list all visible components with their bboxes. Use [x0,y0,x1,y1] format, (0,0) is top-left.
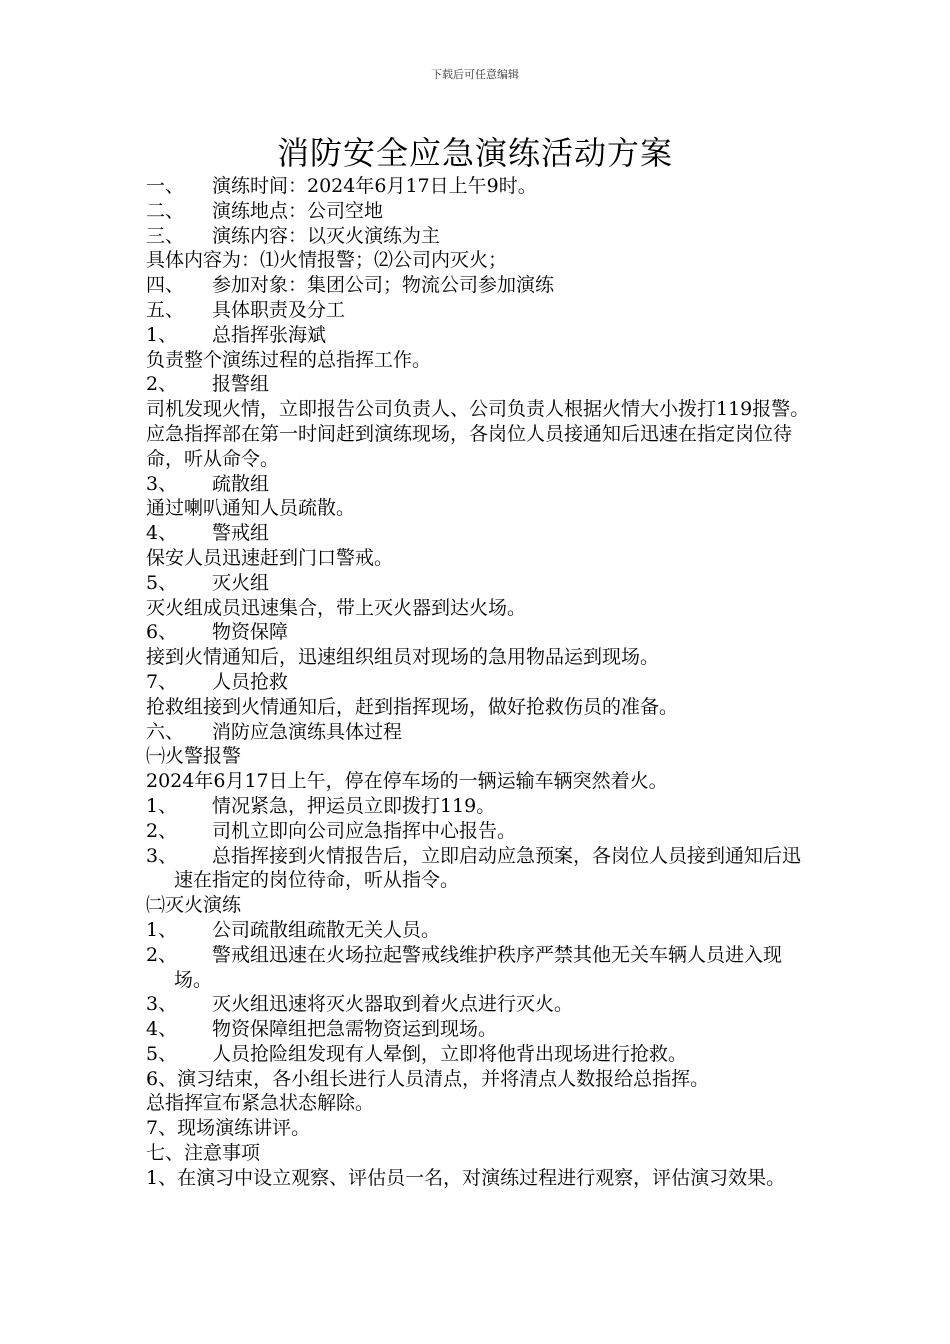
document-line [146,273,810,298]
document-line [146,620,810,645]
line-text: ㈠火警报警 [146,745,242,768]
line-number: 3、 [146,844,178,867]
line-text: 保安人员迅速赶到门口警戒。 [146,546,394,569]
line-text: 警戒组 [212,522,270,545]
line-text: 人员抢险组发现有人晕倒，立即将他背出现场进行抢救。 [212,1042,688,1065]
line-number: 4、 [146,1018,178,1041]
line-text: 1、在演习中设立观察、评估员一名，对演练过程进行观察，评估演习效果。 [146,1166,786,1189]
line-number: 2、 [146,943,178,966]
document-line [146,893,810,918]
line-text: 灭火组成员迅速集合，带上灭火器到达火场。 [146,596,527,619]
line-number: 5、 [146,1042,178,1065]
line-number: 5、 [146,571,178,594]
document-line [146,819,810,844]
document-line [146,496,810,521]
document-line [146,298,810,323]
document-body [146,174,810,1191]
document-line [146,992,810,1017]
document-line [146,472,810,497]
document-line [146,1067,810,1092]
line-text: 灭火组 [212,571,270,594]
line-text: 司机发现火情，立即报告公司负责人、公司负责人根据火情大小拨打119报警。应急指挥部在第一时间赶到演练现场，各岗位人员接通知后迅速在指定岗位待命，听从命令。 [146,398,810,470]
document-line [146,645,810,670]
document-line [146,670,810,695]
line-text: 公司疏散组疏散无关人员。 [212,918,441,941]
line-number: 三、 [146,224,185,247]
document-line [146,372,810,397]
line-text: 6、演习结束，各小组长进行人员清点，并将清点人数报给总指挥。 [146,1067,710,1090]
line-text: 七、注意事项 [146,1142,261,1165]
document-line [146,174,810,199]
document-line [146,397,810,471]
line-text: 演练内容：以灭火演练为主 [212,224,441,247]
line-text: 报警组 [212,373,270,396]
line-number: 六、 [146,720,185,743]
document-line [146,596,810,621]
document-line [146,720,810,745]
line-text: 参加对象：集团公司；物流公司参加演练 [212,274,555,297]
document-line [146,918,810,943]
document-line [146,844,810,894]
document-line [146,546,810,571]
document-line [146,794,810,819]
line-text: 物资保障 [212,621,289,644]
line-text: 警戒组迅速在火场拉起警戒线维护秩序严禁其他无关车辆人员进入现场。 [174,943,783,991]
line-text: 演练时间：2024年6月17日上午9时。 [212,175,537,197]
line-number: 1、 [146,323,178,346]
line-text: 2024年6月17日上午，停在停车场的一辆运输车辆突然着火。 [146,770,668,793]
line-number: 五、 [146,298,185,321]
line-text: 物资保障组把急需物资运到现场。 [212,1018,498,1041]
line-text: 消防应急演练具体过程 [212,720,403,743]
line-text: 总指挥张海斌 [212,323,327,346]
line-number: 2、 [146,819,178,842]
document-line [146,348,810,373]
line-number: 一、 [146,175,185,197]
line-number: 1、 [146,794,178,817]
line-text: 情况紧急，押运员立即拨打119。 [212,794,496,817]
line-text: ㈡灭火演练 [146,894,242,917]
line-number: 1、 [146,918,178,941]
line-text: 接到火情通知后，迅速组织组员对现场的急用物品运到现场。 [146,646,660,669]
document-line [146,695,810,720]
document-line [146,571,810,596]
document-line [146,224,810,249]
document-line [146,1141,810,1166]
document-line [146,1166,810,1191]
line-number: 6、 [146,621,178,644]
line-number: 3、 [146,993,178,1016]
line-number: 4、 [146,522,178,545]
line-text: 人员抢救 [212,670,289,693]
document-line [146,521,810,546]
document-line [146,1116,810,1141]
document-title: 消防安全应急演练活动方案 [276,134,673,172]
line-number: 二、 [146,199,185,222]
document-line [146,1017,810,1042]
page-header: 下载后可任意编辑 [431,68,519,81]
line-number: 7、 [146,670,178,693]
document-line [146,769,810,794]
line-text: 抢救组接到火情通知后，赶到指挥现场，做好抢救伤员的准备。 [146,695,679,718]
line-text: 负责整个演练过程的总指挥工作。 [146,348,432,371]
line-text: 总指挥接到火情报告后，立即启动应急预案，各岗位人员接到通知后迅速在指定的岗位待命，听从指令。 [174,844,802,892]
document-line [146,323,810,348]
line-text: 通过喇叭通知人员疏散。 [146,497,356,520]
line-text: 疏散组 [212,472,270,495]
line-text: 总指挥宣布紧急状态解除。 [146,1092,375,1115]
document-line [146,744,810,769]
document-line [146,248,810,273]
line-text: 具体内容为：⑴火情报警；⑵公司内灭火； [146,249,508,272]
line-number: 3、 [146,472,178,495]
document-line [146,1042,810,1067]
document-line [146,199,810,224]
line-text: 7、现场演练讲评。 [146,1117,311,1140]
line-text: 司机立即向公司应急指挥中心报告。 [212,819,517,842]
document-line [146,1091,810,1116]
line-text: 演练地点：公司空地 [212,199,384,222]
line-number: 2、 [146,373,178,396]
line-text: 具体职责及分工 [212,298,346,321]
document-line [146,943,810,993]
line-text: 灭火组迅速将灭火器取到着火点进行灭火。 [212,993,574,1016]
line-number: 四、 [146,274,185,297]
